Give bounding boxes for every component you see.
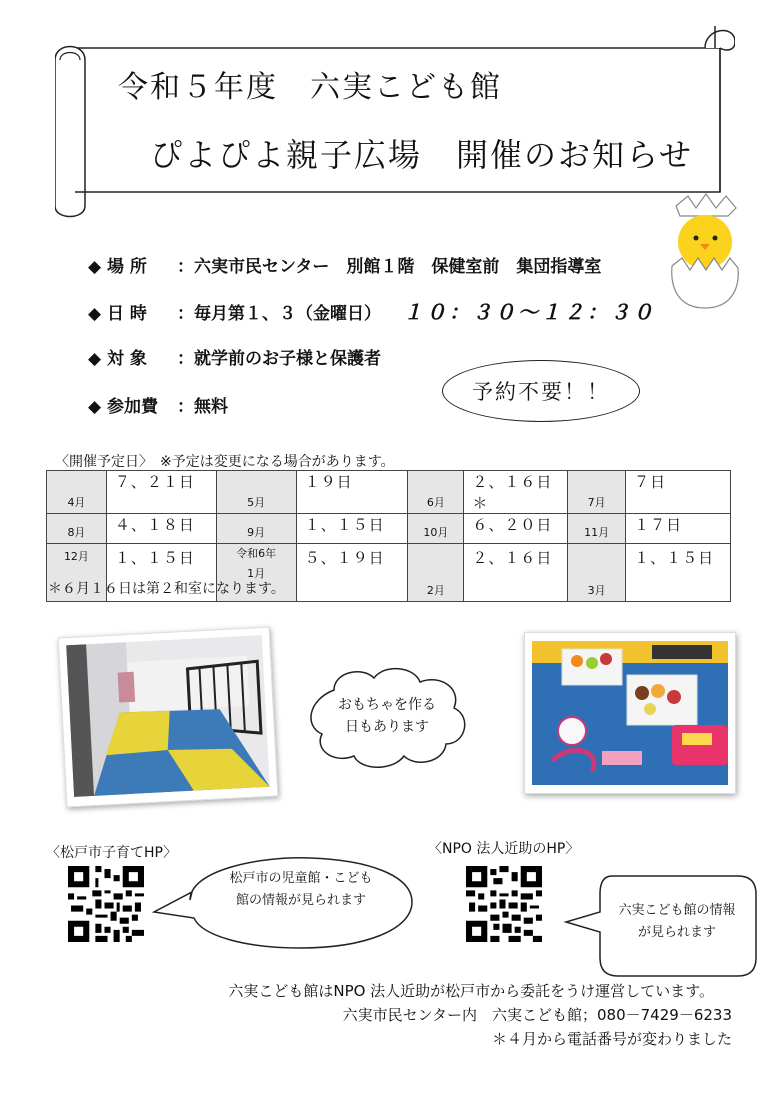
room-photo-image	[66, 635, 270, 797]
diamond-bullet-icon: ◆	[88, 304, 102, 324]
month-cell: 9月	[216, 514, 296, 544]
date-cell: ２、１６日	[464, 544, 568, 602]
info-key: 日 時	[107, 304, 147, 324]
month-cell: 11月	[568, 514, 626, 544]
info-key: 場 所	[107, 257, 147, 277]
month-cell: 8月	[47, 514, 107, 544]
info-key: 対 象	[107, 349, 147, 369]
table-row	[47, 471, 731, 514]
bubble-line: 松戸市の児童館・こども	[229, 871, 373, 886]
info-target	[88, 344, 381, 369]
date-cell: １９日	[296, 471, 408, 514]
diamond-bullet-icon: ◆	[88, 397, 102, 417]
info-value: ：毎月第１、３（金曜日）	[177, 304, 381, 324]
footer-contact: 六実市民センター内 六実こども館；080－7429－6233	[342, 1006, 732, 1024]
month-cell: 7月	[568, 471, 626, 514]
npo-hp-label: 〈NPO 法人近助のHP〉	[428, 841, 580, 857]
date-cell: ７、２１日	[106, 471, 216, 514]
room-photo	[58, 627, 279, 808]
bubble-line: 六実こども館の情報	[618, 903, 736, 918]
toy-bubble-text	[314, 694, 460, 738]
date-cell: ５、１９日	[296, 544, 408, 602]
month-cell: 4月	[47, 471, 107, 514]
city-hp-label: 〈松戸市子育てHP〉	[46, 845, 177, 861]
date-cell: ４、１８日	[106, 514, 216, 544]
page-title: 令和５年度 六実こども館	[118, 70, 502, 105]
page-subtitle: ぴよぴよ親子広場 開催のお知らせ	[150, 136, 694, 174]
date-cell: ２、１６日＊	[464, 471, 568, 514]
scroll-banner	[55, 20, 735, 220]
date-cell: １、１５日	[296, 514, 408, 544]
info-key: 参加費	[107, 397, 158, 417]
date-cell: ６、２０日	[464, 514, 568, 544]
date-cell: １、１５日	[106, 544, 216, 602]
city-bubble-text	[196, 868, 406, 912]
diamond-bullet-icon: ◆	[88, 257, 102, 277]
month-cell: 10月	[408, 514, 464, 544]
info-value: ：無料	[177, 397, 228, 417]
info-value: ：就学前のお子様と保護者	[177, 349, 381, 369]
diamond-bullet-icon: ◆	[88, 349, 102, 369]
bubble-line: おもちゃを作る	[338, 697, 436, 713]
month-cell: 令和6年 1月	[216, 544, 296, 602]
bubble-line: 日もあります	[345, 719, 429, 735]
footer-operator: 六実こども館はNPO 法人近助が松戸市から委託をうけ運営しています。	[228, 982, 714, 1000]
table-row	[47, 514, 731, 544]
toy-photo-image	[532, 641, 728, 785]
npo-bubble-text	[604, 900, 750, 944]
month-cell: 3月	[568, 544, 626, 602]
info-location	[88, 252, 601, 277]
info-time: １０：３０～１２：３０	[403, 300, 656, 324]
date-cell: １７日	[626, 514, 731, 544]
qr-code-icon[interactable]	[466, 866, 542, 942]
schedule-heading: 〈開催予定日〉 ※予定は変更になる場合があります。	[55, 454, 395, 470]
toy-photo	[524, 632, 736, 794]
qr-code-icon[interactable]	[68, 866, 144, 942]
month-cell: 2月	[408, 544, 464, 602]
month-cell: 6月	[408, 471, 464, 514]
month-cell: 12月	[47, 544, 107, 602]
footer-phone-note: ＊４月から電話番号が変わりました	[491, 1030, 732, 1048]
date-cell: ７日	[626, 471, 731, 514]
no-reservation-badge: 予約不要！！	[442, 360, 640, 422]
info-datetime	[88, 296, 656, 325]
bubble-line: 館の情報が見られます	[235, 893, 366, 908]
month-cell: 5月	[216, 471, 296, 514]
bubble-line: が見られます	[637, 925, 716, 940]
info-fee	[88, 392, 228, 417]
chick-in-egg-icon	[666, 192, 744, 312]
info-value: ：六実市民センター 別館１階 保健室前 集団指導室	[177, 257, 602, 277]
schedule-note: ＊６月１６日は第２和室になります。	[48, 581, 285, 597]
date-cell: １、１５日	[626, 544, 731, 602]
